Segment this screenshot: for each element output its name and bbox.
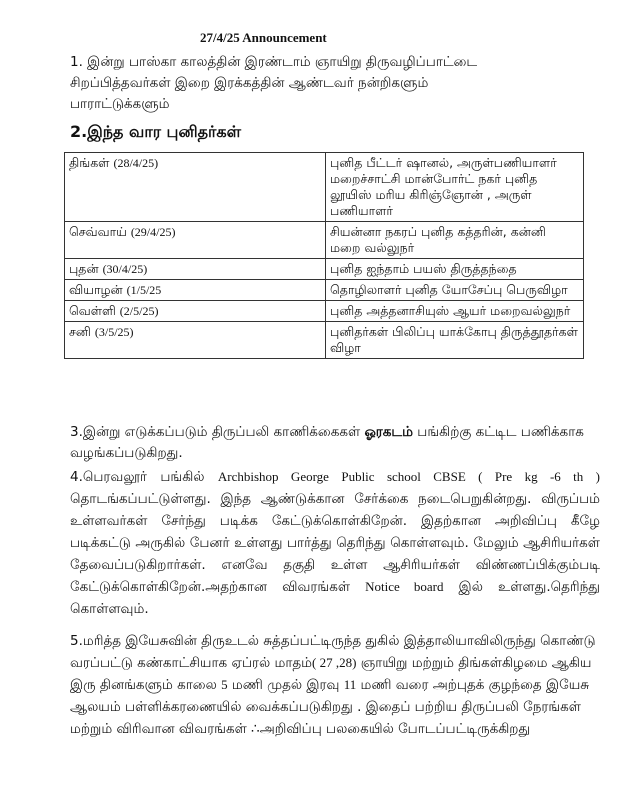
table-row xyxy=(65,322,584,359)
day-name: சனி xyxy=(69,324,91,339)
item-4-suffix: இல் உள்ளது.தெரிந்து கொள்ளவும். xyxy=(70,579,600,617)
item-5-part-4: மணி வரை அற்புதக் குழந்தை இயேசு ஆலயம் பள்ளிக்கரணையில் வைக்கப்படுகிறது . இதைப் பற்றிய திருப்பலி நேரங்கள் மற்றும் விரிவான விவரங்கள் ∴அறிவிப்பு பலகையில் போடப்பட்டிருக்கிறது xyxy=(70,677,590,737)
day-cell xyxy=(65,259,326,280)
saint-cell: புனிதர்கள் பிலிப்பு யாக்கோபு திருத்தூதர்கள் விழா xyxy=(326,322,584,359)
day-name: புதன் xyxy=(69,261,99,276)
item-5-time-start: 5 xyxy=(221,677,228,692)
saint-cell: சியன்னா நகரப் புனித கத்தரின், கன்னி மறை வல்லுநர் xyxy=(326,222,584,259)
item-3-parish: ஓரகடம் xyxy=(364,424,414,440)
item-5-shroud xyxy=(70,630,600,740)
saint-cell: புனித ஐந்தாம் பயஸ் திருத்தந்தை xyxy=(326,259,584,280)
saint-cell: புனித பீட்டர் ஷானல், அருள்பணியாளர் மறைச்சாட்சி மான்போர்ட் நகர் புனித லூயிஸ் மரிய கிரிஞ்ஞோன் , அருள் பணியாளர் xyxy=(326,153,584,222)
table-row xyxy=(65,259,584,280)
day-name: செவ்வாய் xyxy=(69,224,127,239)
item-5-time-end: 11 xyxy=(343,677,357,692)
item-4-notice-board: Notice board xyxy=(365,579,444,594)
item-5-dates: ( 27 ,28) xyxy=(312,655,357,670)
day-cell xyxy=(65,280,326,301)
day-cell xyxy=(65,322,326,359)
day-cell xyxy=(65,301,326,322)
day-date: (3/5/25) xyxy=(94,325,134,339)
table-row xyxy=(65,153,584,222)
table-row xyxy=(65,222,584,259)
day-date: (2/5/25) xyxy=(119,304,159,318)
item-4-school xyxy=(70,466,600,620)
day-date: (29/4/25) xyxy=(130,225,176,239)
item-3-offering xyxy=(70,422,600,464)
item-1-thanks xyxy=(70,52,590,115)
item-5-part-2: ஞாயிறு மற்றும் திங்கள்கிழமை ஆகிய இரு தினங்களும் காலை xyxy=(70,655,592,693)
saints-heading: 2.இந்த வார புனிதர்கள் xyxy=(70,122,242,141)
day-name: வெள்ளி xyxy=(69,303,116,318)
item-1-line-2: சிறப்பித்தவர்கள் இறை இரக்கத்தின் ஆண்டவர் நன்றிகளும் xyxy=(70,75,429,91)
day-cell xyxy=(65,153,326,222)
item-5-part-1: 5.மரித்த இயேசுவின் திருஉடல் சுத்தப்பட்டிருந்த துகில் இத்தாலியாவிலிருந்து கொண்டு வரப்பட்டு கண்காட்சியாக ஏப்ரல் மாதம் xyxy=(70,633,596,671)
saints-table xyxy=(64,152,584,359)
item-3-suffix: பங்கிற்கு கட்டிட பணிக்காக வழங்கப்படுகிறது. xyxy=(70,424,584,461)
saint-cell: புனித அத்தனாசியுஸ் ஆயர் மறைவல்லுநர் xyxy=(326,301,584,322)
item-4-prefix: 4.பெரவலூர் பங்கில் xyxy=(70,469,218,485)
announcement-header: 27/4/25 Announcement xyxy=(200,30,327,45)
day-date: (1/5/25 xyxy=(126,283,162,297)
item-4-school-name: Archbishop George Public school CBSE ( Pre kg -6 th ) xyxy=(217,469,600,484)
day-date: (30/4/25) xyxy=(102,262,148,276)
table-row xyxy=(65,301,584,322)
saint-cell: தொழிலாளர் புனித யோசேப்பு பெருவிழா xyxy=(326,280,584,301)
item-1-line-1: 1. இன்று பாஸ்கா காலத்தின் இரண்டாம் ஞாயிறு திருவழிப்பாட்டை xyxy=(70,54,478,70)
item-1-line-3: பாராட்டுக்களும் xyxy=(70,96,170,112)
day-cell xyxy=(65,222,326,259)
item-3-prefix: 3.இன்று எடுக்கப்படும் திருப்பலி காணிக்கைகள் xyxy=(70,424,365,440)
day-name: திங்கள் xyxy=(69,155,110,170)
item-4-middle: தொடங்கப்பட்டுள்ளது. இந்த ஆண்டுக்கான சேர்க்கை நடைபெறுகின்றது. விருப்பம் உள்ளவர்கள் சேர்ந்து படிக்க கேட்டுக்கொள்கிறேன். இதற்கான அறிவிப்பு கீழே படிக்கட்டு அருகில் பேனர் உள்ளது பார்த்து தெரிந்து கொள்ளவும். மேலும் ஆசிரியர்கள் தேவைப்படுகிறார்கள். எனவே தகுதி உள்ள ஆசிரியர்கள் விண்ணப்பிக்கும்படி கேட்டுக்கொள்கிறேன்.அதற்கான விவரங்கள் xyxy=(70,491,600,595)
day-name: வியாழன் xyxy=(69,282,123,297)
table-row xyxy=(65,280,584,301)
item-5-part-3: மணி முதல் இரவு xyxy=(227,677,344,693)
day-date: (28/4/25) xyxy=(113,156,159,170)
